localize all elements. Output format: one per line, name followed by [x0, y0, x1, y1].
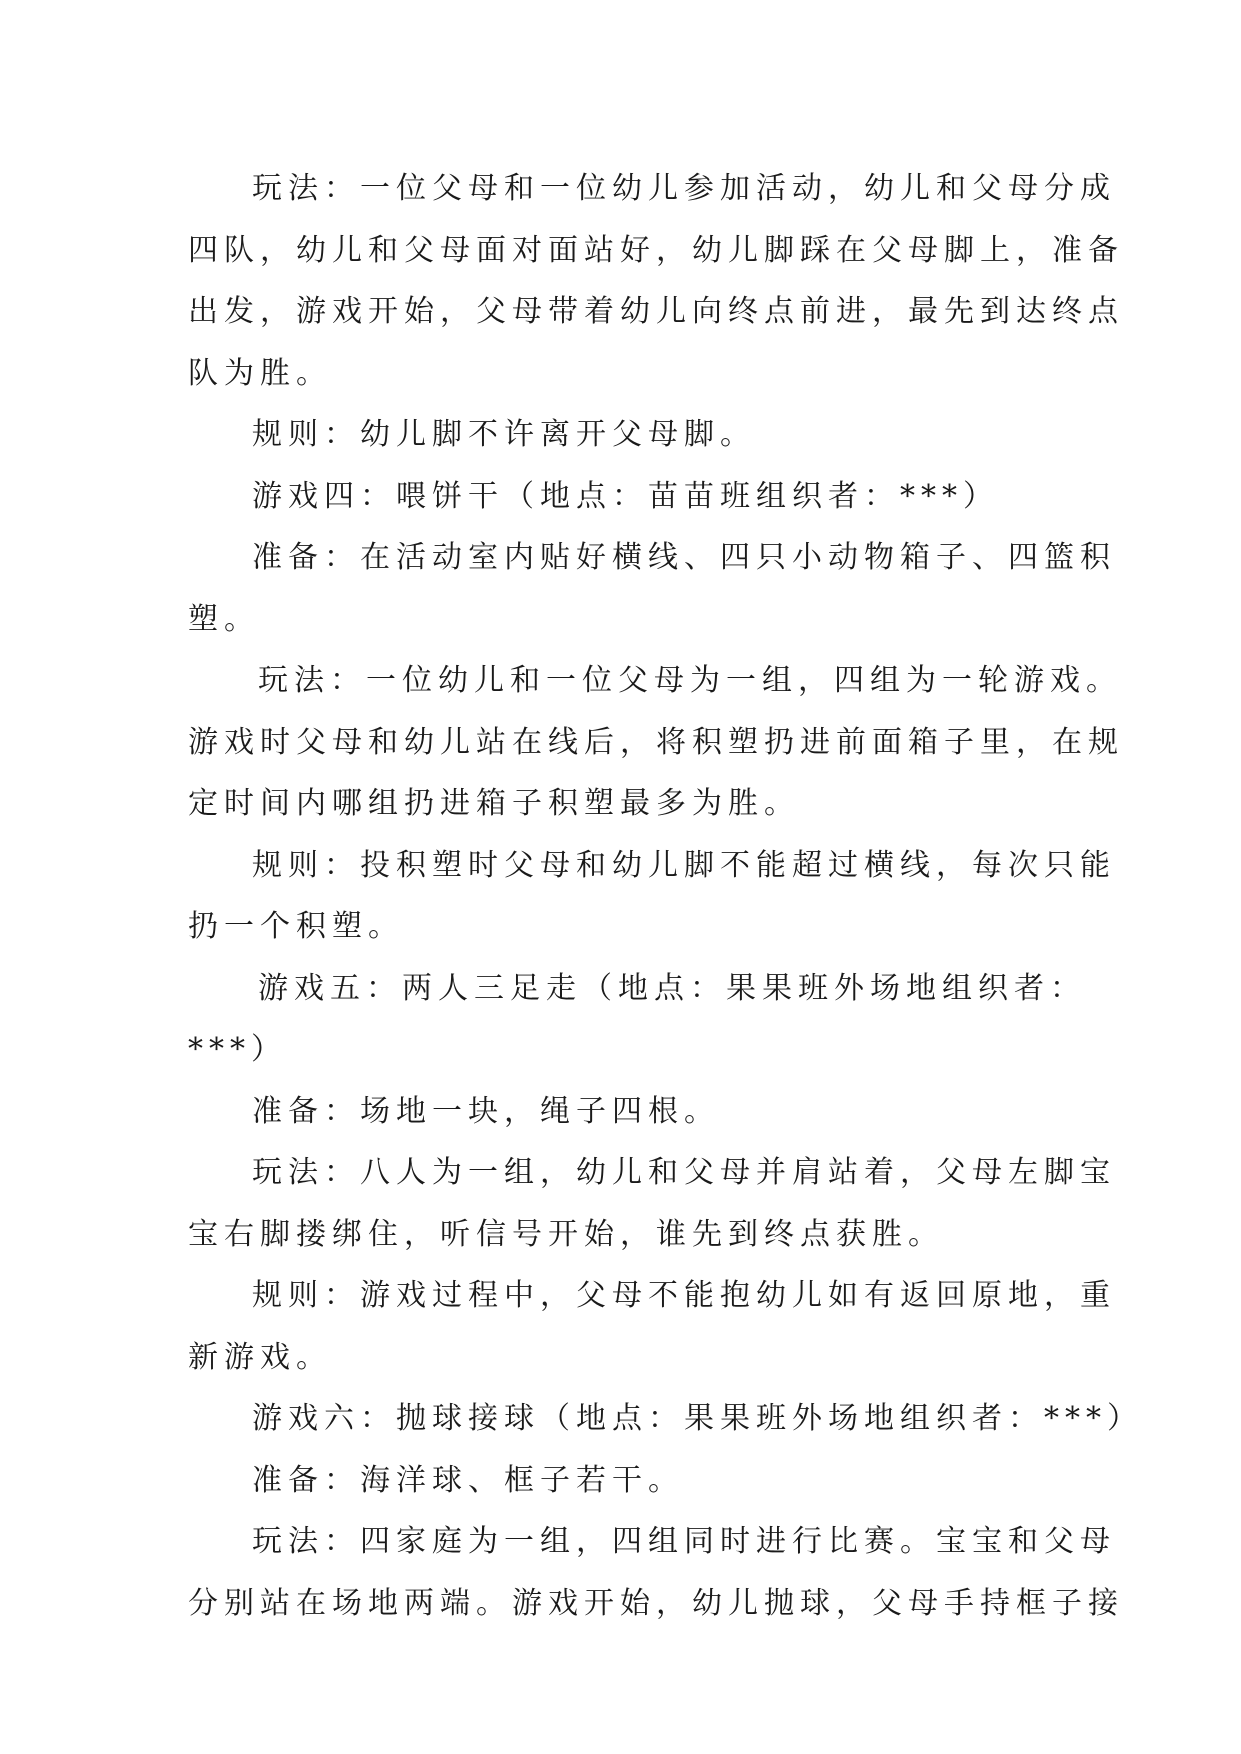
paragraph-line: 规则：幼儿脚不许离开父母脚。 [252, 417, 756, 452]
document-page [188, 158, 1143, 1634]
paragraph-line: 准备：在活动室内贴好横线、四只小动物箱子、四篮积 [252, 540, 1116, 575]
paragraph-line: 塑。 [188, 601, 260, 637]
section-heading: 游戏六：抛球接球（地点：果果班外场地组织者：***） [252, 1401, 1143, 1436]
paragraph-line: 出发，游戏开始，父母带着幼儿向终点前进，最先到达终点 [188, 294, 1124, 329]
paragraph-line: ***） [188, 1032, 287, 1067]
paragraph-line: 玩法：一位父母和一位幼儿参加活动，幼儿和父母分成 [252, 171, 1116, 206]
paragraph-line: 玩法：八人为一组，幼儿和父母并肩站着，父母左脚宝 [252, 1155, 1116, 1190]
section-heading: 游戏五：两人三足走（地点：果果班外场地组织者： [258, 970, 1086, 1006]
paragraph-line: 四队，幼儿和父母面对面站好，幼儿脚踩在父母脚上，准备 [188, 232, 1124, 268]
paragraph-line: 分别站在场地两端。游戏开始，幼儿抛球，父母手持框子接 [188, 1585, 1124, 1621]
paragraph-line: 玩法：四家庭为一组，四组同时进行比赛。宝宝和父母 [252, 1524, 1116, 1559]
paragraph-line: 新游戏。 [188, 1339, 332, 1375]
paragraph-line: 准备：场地一块，绳子四根。 [252, 1093, 720, 1129]
paragraph-line: 规则：投积塑时父母和幼儿脚不能超过横线，每次只能 [252, 847, 1116, 883]
paragraph-line: 游戏时父母和幼儿站在线后，将积塑扔进前面箱子里，在规 [188, 724, 1124, 760]
section-heading: 游戏四：喂饼干（地点：苗苗班组织者：***） [252, 478, 999, 514]
paragraph-line: 准备：海洋球、框子若干。 [252, 1462, 684, 1498]
paragraph-line: 扔一个积塑。 [188, 909, 404, 944]
paragraph-line: 宝右脚搂绑住，听信号开始，谁先到终点获胜。 [188, 1216, 944, 1252]
paragraph-line: 玩法：一位幼儿和一位父母为一组，四组为一轮游戏。 [258, 663, 1122, 698]
paragraph-line: 队为胜。 [188, 355, 332, 391]
paragraph-line: 规则：游戏过程中，父母不能抱幼儿如有返回原地，重 [252, 1278, 1116, 1313]
paragraph-line: 定时间内哪组扔进箱子积塑最多为胜。 [188, 786, 800, 821]
